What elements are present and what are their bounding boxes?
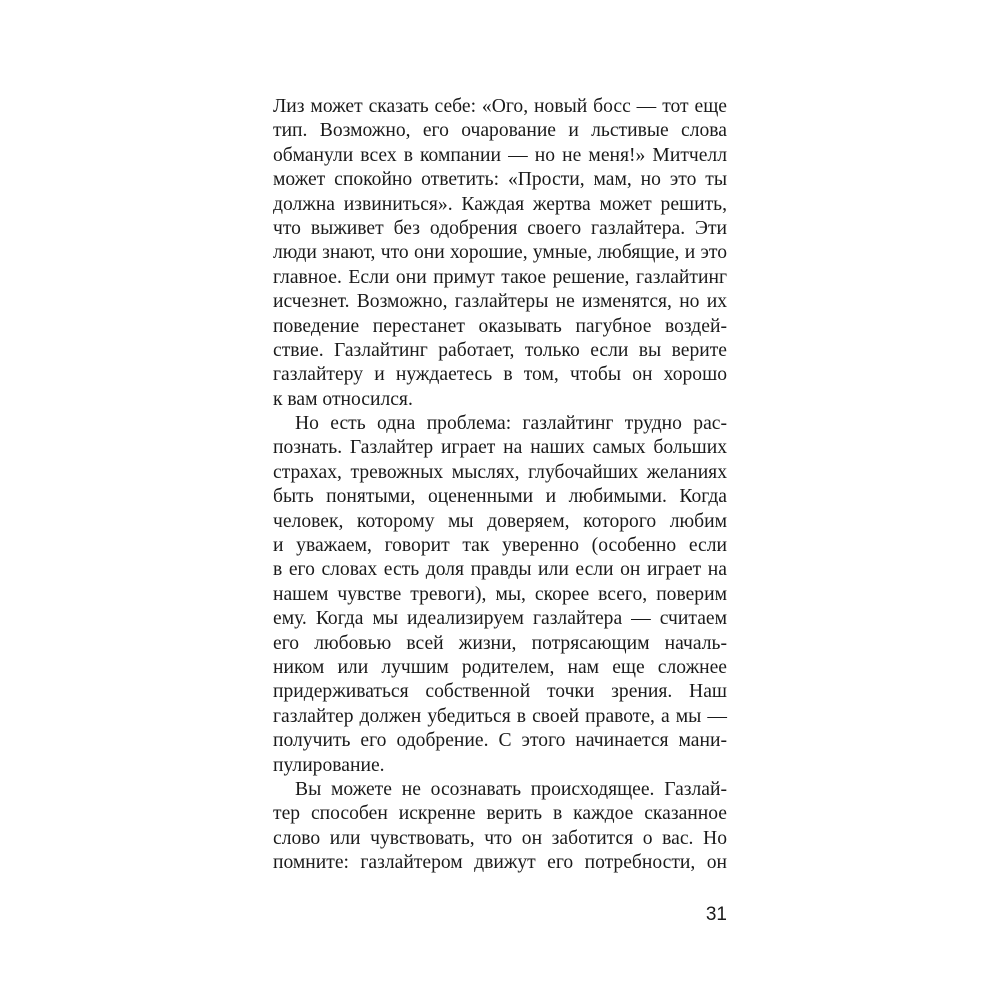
text-line: нашем чувстве тревоги), мы, скорее всего, поверим <box>273 583 727 605</box>
text-line: пулирование. <box>273 754 385 776</box>
text-line: человек, которому мы доверяем, которого любим <box>273 510 727 532</box>
text-line: главное. Если они примут такое решение, газлайтинг <box>273 266 727 288</box>
text-line: газлайтеру и нуждаетесь в том, чтобы он хорошо <box>273 364 727 386</box>
text-line: Но есть одна проблема: газлайтинг трудно рас- <box>295 413 727 435</box>
text-line: к вам относился. <box>273 388 413 410</box>
text-line: поведение перестанет оказывать пагубное воздей- <box>273 315 727 337</box>
text-line: Вы можете не осознавать происходящее. Газлай- <box>295 778 727 800</box>
text-line: его любовью всей жизни, потрясающим началь- <box>273 632 727 654</box>
text-line: газлайтер должен убедиться в своей правоте, а мы — <box>273 705 727 727</box>
paragraph <box>273 778 727 876</box>
text-line: ему. Когда мы идеализируем газлайтера — считаем <box>273 608 727 630</box>
text-line: и уважаем, говорит так уверенно (особенно если <box>273 535 727 557</box>
paragraph <box>273 412 727 778</box>
text-line: ником или лучшим родителем, нам еще сложнее <box>273 656 727 678</box>
text-line: обманули всех в компании — но не меня!» Митчелл <box>273 144 727 166</box>
paragraph <box>273 95 727 412</box>
page-number: 31 <box>705 904 727 925</box>
text-line: придерживаться собственной точки зрения. Наш <box>273 681 727 703</box>
text-line: получить его одобрение. С этого начинается мани- <box>273 730 727 752</box>
text-line: тер способен искренне верить в каждое сказанное <box>273 803 727 825</box>
text-line: исчезнет. Возможно, газлайтеры не изменятся, но их <box>273 291 727 313</box>
text-line: что выживет без одобрения своего газлайтера. Эти <box>273 217 727 239</box>
text-line: люди знают, что они хорошие, умные, любящие, и это <box>273 242 727 264</box>
text-line: быть понятыми, оцененными и любимыми. Когда <box>273 486 727 508</box>
text-line: должна извиниться». Каждая жертва может решить, <box>273 193 727 215</box>
text-line: слово или чувствовать, что он заботится о вас. Но <box>273 827 727 849</box>
text-line: тип. Возможно, его очарование и льстивые слова <box>273 120 727 142</box>
text-line: помните: газлайтером движут его потребности, он <box>273 852 727 874</box>
text-line: Лиз может сказать себе: «Ого, новый босс — тот еще <box>273 96 727 117</box>
text-line: ствие. Газлайтинг работает, только если вы верите <box>273 339 727 361</box>
text-line: в его словах есть доля правды или если он играет на <box>273 559 727 581</box>
text-line: страхах, тревожных мыслях, глубочайших желаниях <box>273 461 727 483</box>
body-text <box>273 95 727 876</box>
text-line: может спокойно ответить: «Прости, мам, но это ты <box>273 169 727 191</box>
text-line: познать. Газлайтер играет на наших самых больших <box>273 437 727 459</box>
